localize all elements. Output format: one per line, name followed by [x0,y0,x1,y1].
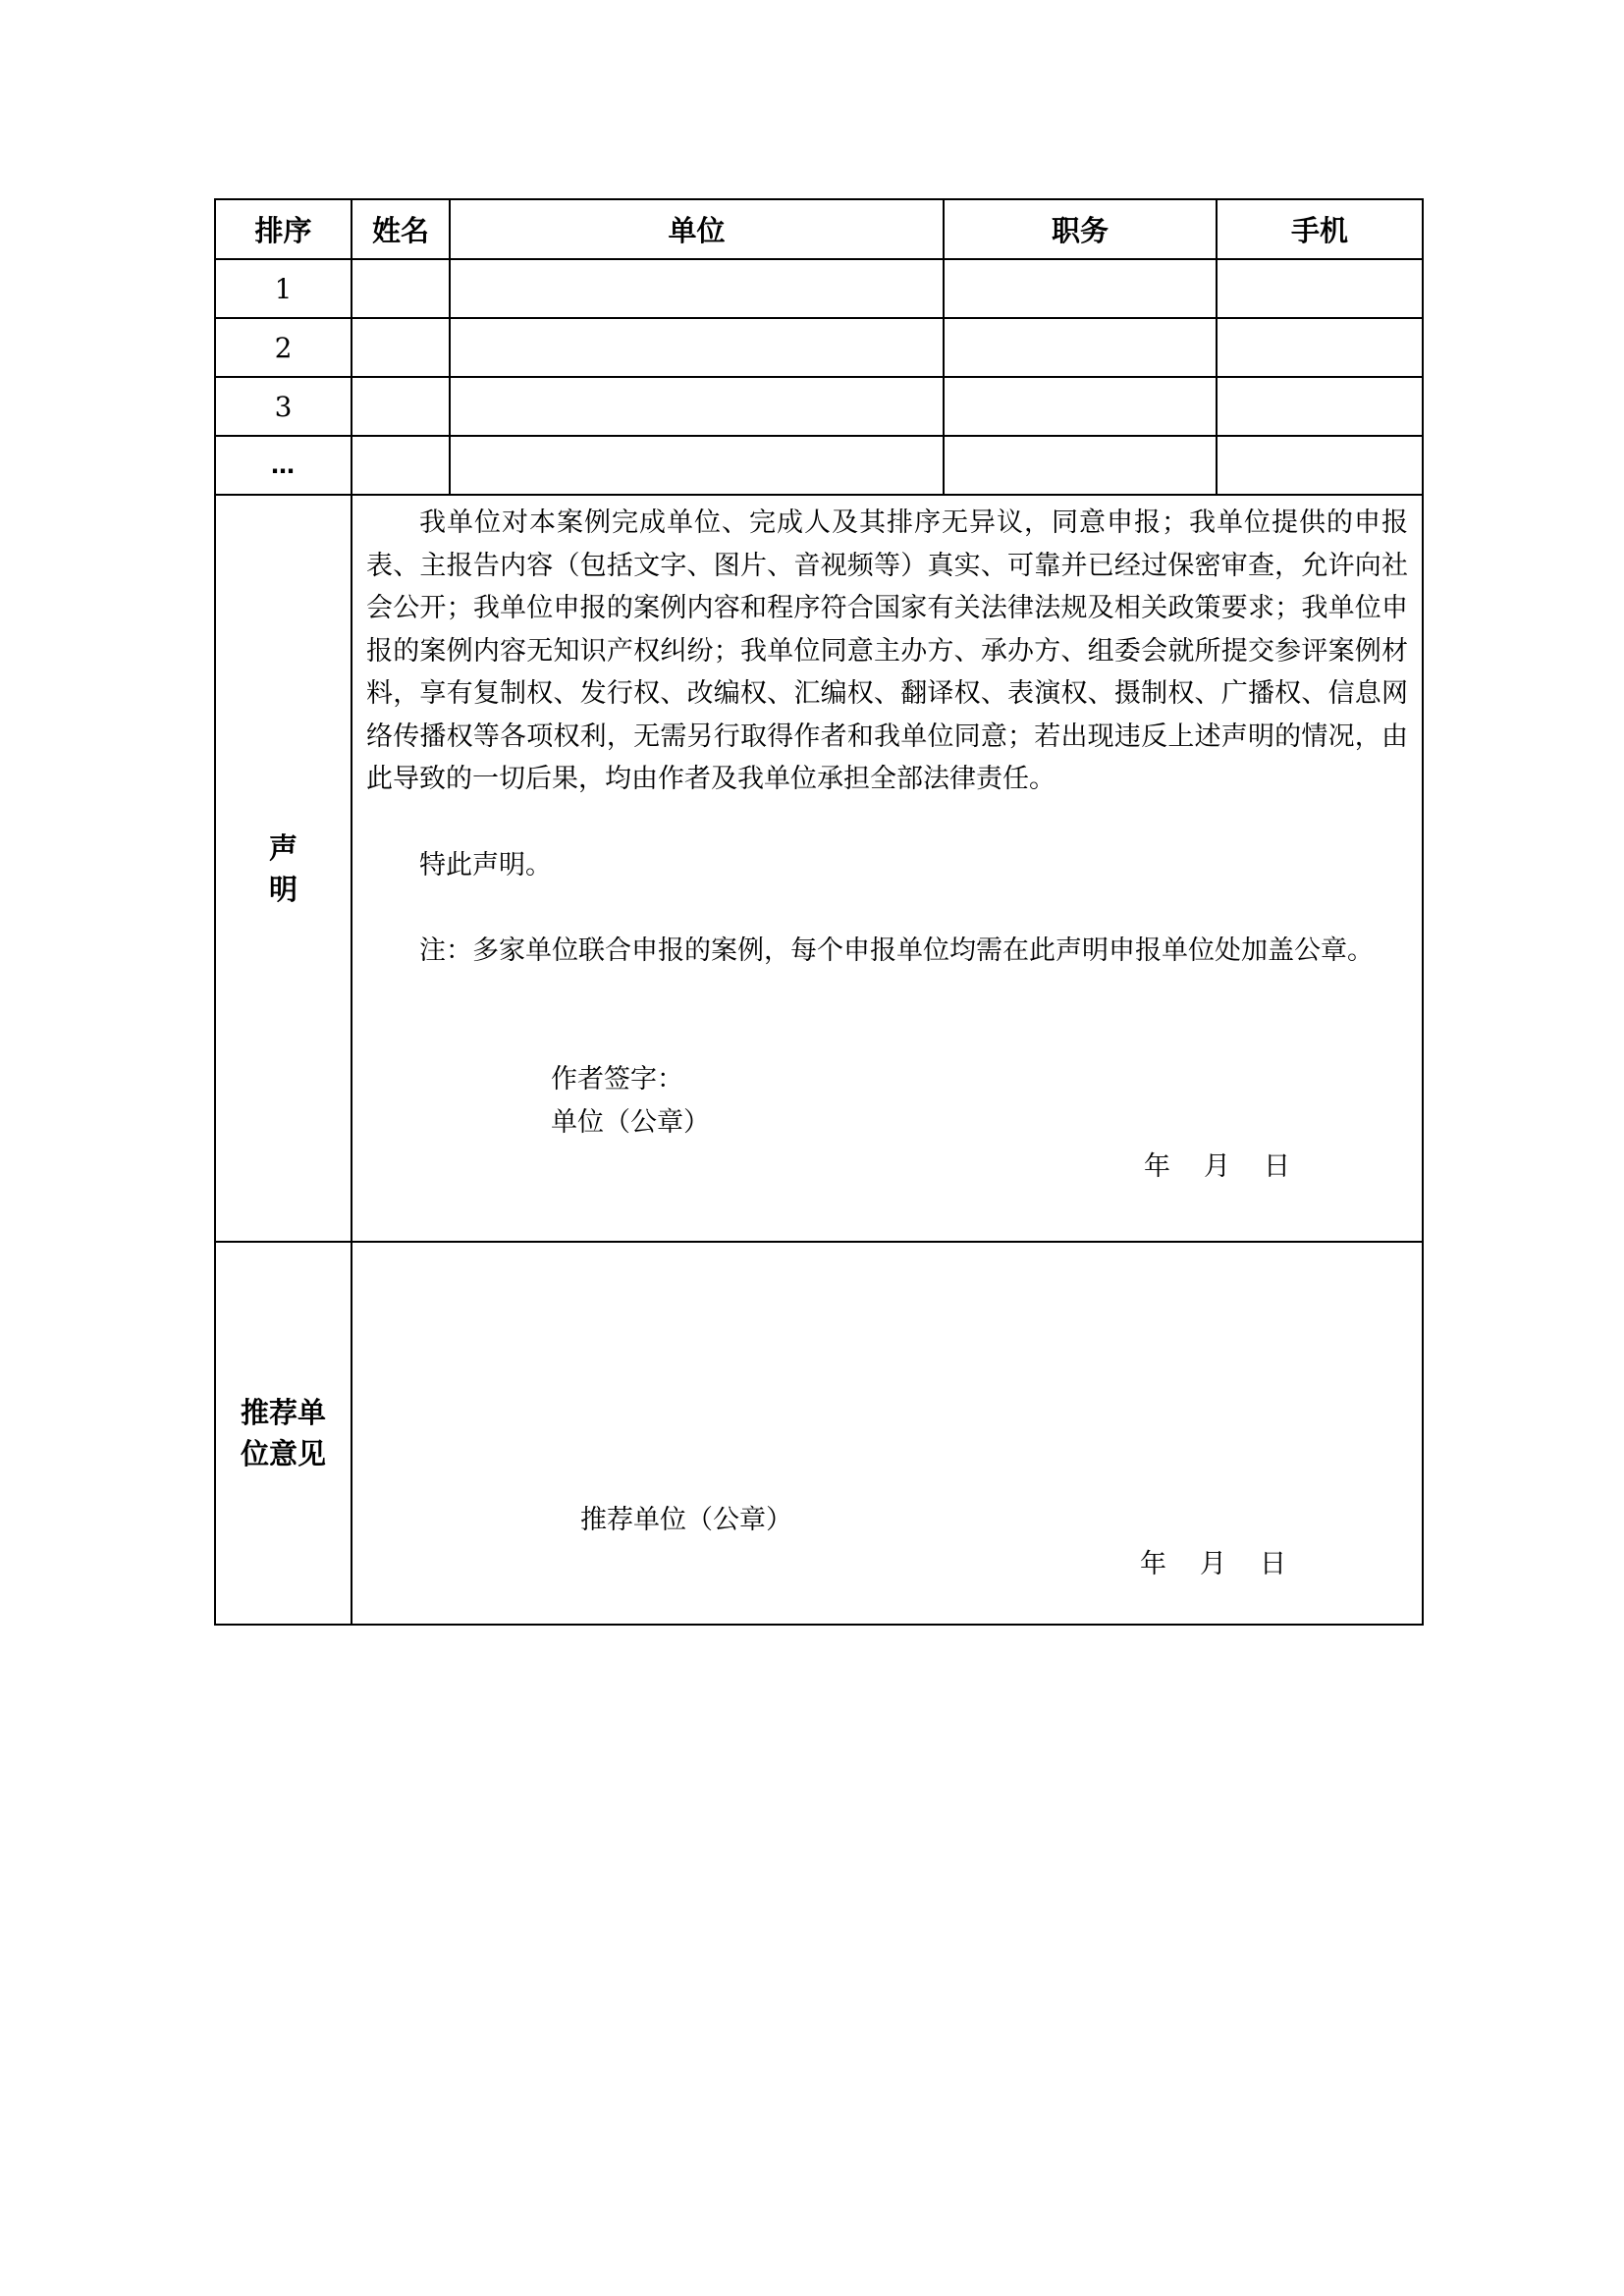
author-signature-label: 作者签字： [551,1064,683,1095]
unit-cell[interactable] [450,377,944,436]
phone-cell[interactable] [1217,436,1423,495]
declaration-label-text: 声明 [269,830,298,906]
position-cell[interactable] [944,259,1217,318]
declaration-hereby: 特此声明。 [419,850,552,881]
position-cell[interactable] [944,377,1217,436]
header-unit: 单位 [450,199,944,259]
row-rank-cell-ellipsis: … [215,436,352,495]
table-row [215,436,1423,495]
position-cell[interactable] [944,318,1217,377]
phone-cell[interactable] [1217,377,1423,436]
recommendation-label [215,1242,352,1625]
phone-cell[interactable] [1217,259,1423,318]
recommendation-date [1140,1547,1286,1582]
row-rank-cell: 1 [215,259,352,318]
unit-seal-label: 单位（公章） [551,1107,710,1138]
recommendation-content[interactable] [352,1242,1423,1625]
table-row [215,377,1423,436]
header-name: 姓名 [352,199,450,259]
declaration-label [215,495,352,1242]
recommending-unit-seal-label: 推荐单位（公章） [580,1505,792,1535]
name-cell[interactable] [352,436,450,495]
table-header-row [215,199,1423,259]
declaration-main-text: 我单位对本案例完成单位、完成人及其排序无异议，同意申报；我单位提供的申报表、主报告内容（包括文字、图片、音视频等）真实、可靠并已经过保密审查，允许向社会公开；我单位申报的案例内容和程序符合国家有关法律法规及相关政策要求；我单位申报的案例内容无知识产权纠纷；我单位同意主办方、承办方、组委会就所提交参评案例材料，享有复制权、发行权、改编权、汇编权、翻译权、表演权、摄制权、广播权、信息网络传播权等各项权利，无需另行取得作者和我单位同意；若出现违反上述声明的情况，由此导致的一切后果，均由作者及我单位承担全部法律责任。 [366,507,1408,794]
unit-cell[interactable] [450,259,944,318]
date-month: 月 [1200,1549,1226,1579]
table-row [215,259,1423,318]
date-day: 日 [1264,1151,1290,1182]
header-phone: 手机 [1217,199,1423,259]
phone-cell[interactable] [1217,318,1423,377]
name-cell[interactable] [352,318,450,377]
recommendation-row [215,1242,1423,1625]
application-form-table [214,198,1424,1626]
declaration-date [1144,1149,1290,1185]
row-rank-cell: 2 [215,318,352,377]
table-row [215,318,1423,377]
declaration-content [352,495,1423,1242]
header-position: 职务 [944,199,1217,259]
date-month: 月 [1204,1151,1230,1182]
date-day: 日 [1260,1549,1286,1579]
unit-cell[interactable] [450,318,944,377]
name-cell[interactable] [352,259,450,318]
declaration-row [215,495,1423,1242]
header-rank: 排序 [215,199,352,259]
date-year: 年 [1140,1549,1166,1579]
declaration-note: 注：多家单位联合申报的案例，每个申报单位均需在此声明申报单位处加盖公章。 [419,935,1374,966]
name-cell[interactable] [352,377,450,436]
date-year: 年 [1144,1151,1170,1182]
position-cell[interactable] [944,436,1217,495]
recommendation-label-line2: 位意见 [240,1437,326,1470]
unit-cell[interactable] [450,436,944,495]
recommendation-label-line1: 推荐单 [240,1396,326,1429]
row-rank-cell: 3 [215,377,352,436]
